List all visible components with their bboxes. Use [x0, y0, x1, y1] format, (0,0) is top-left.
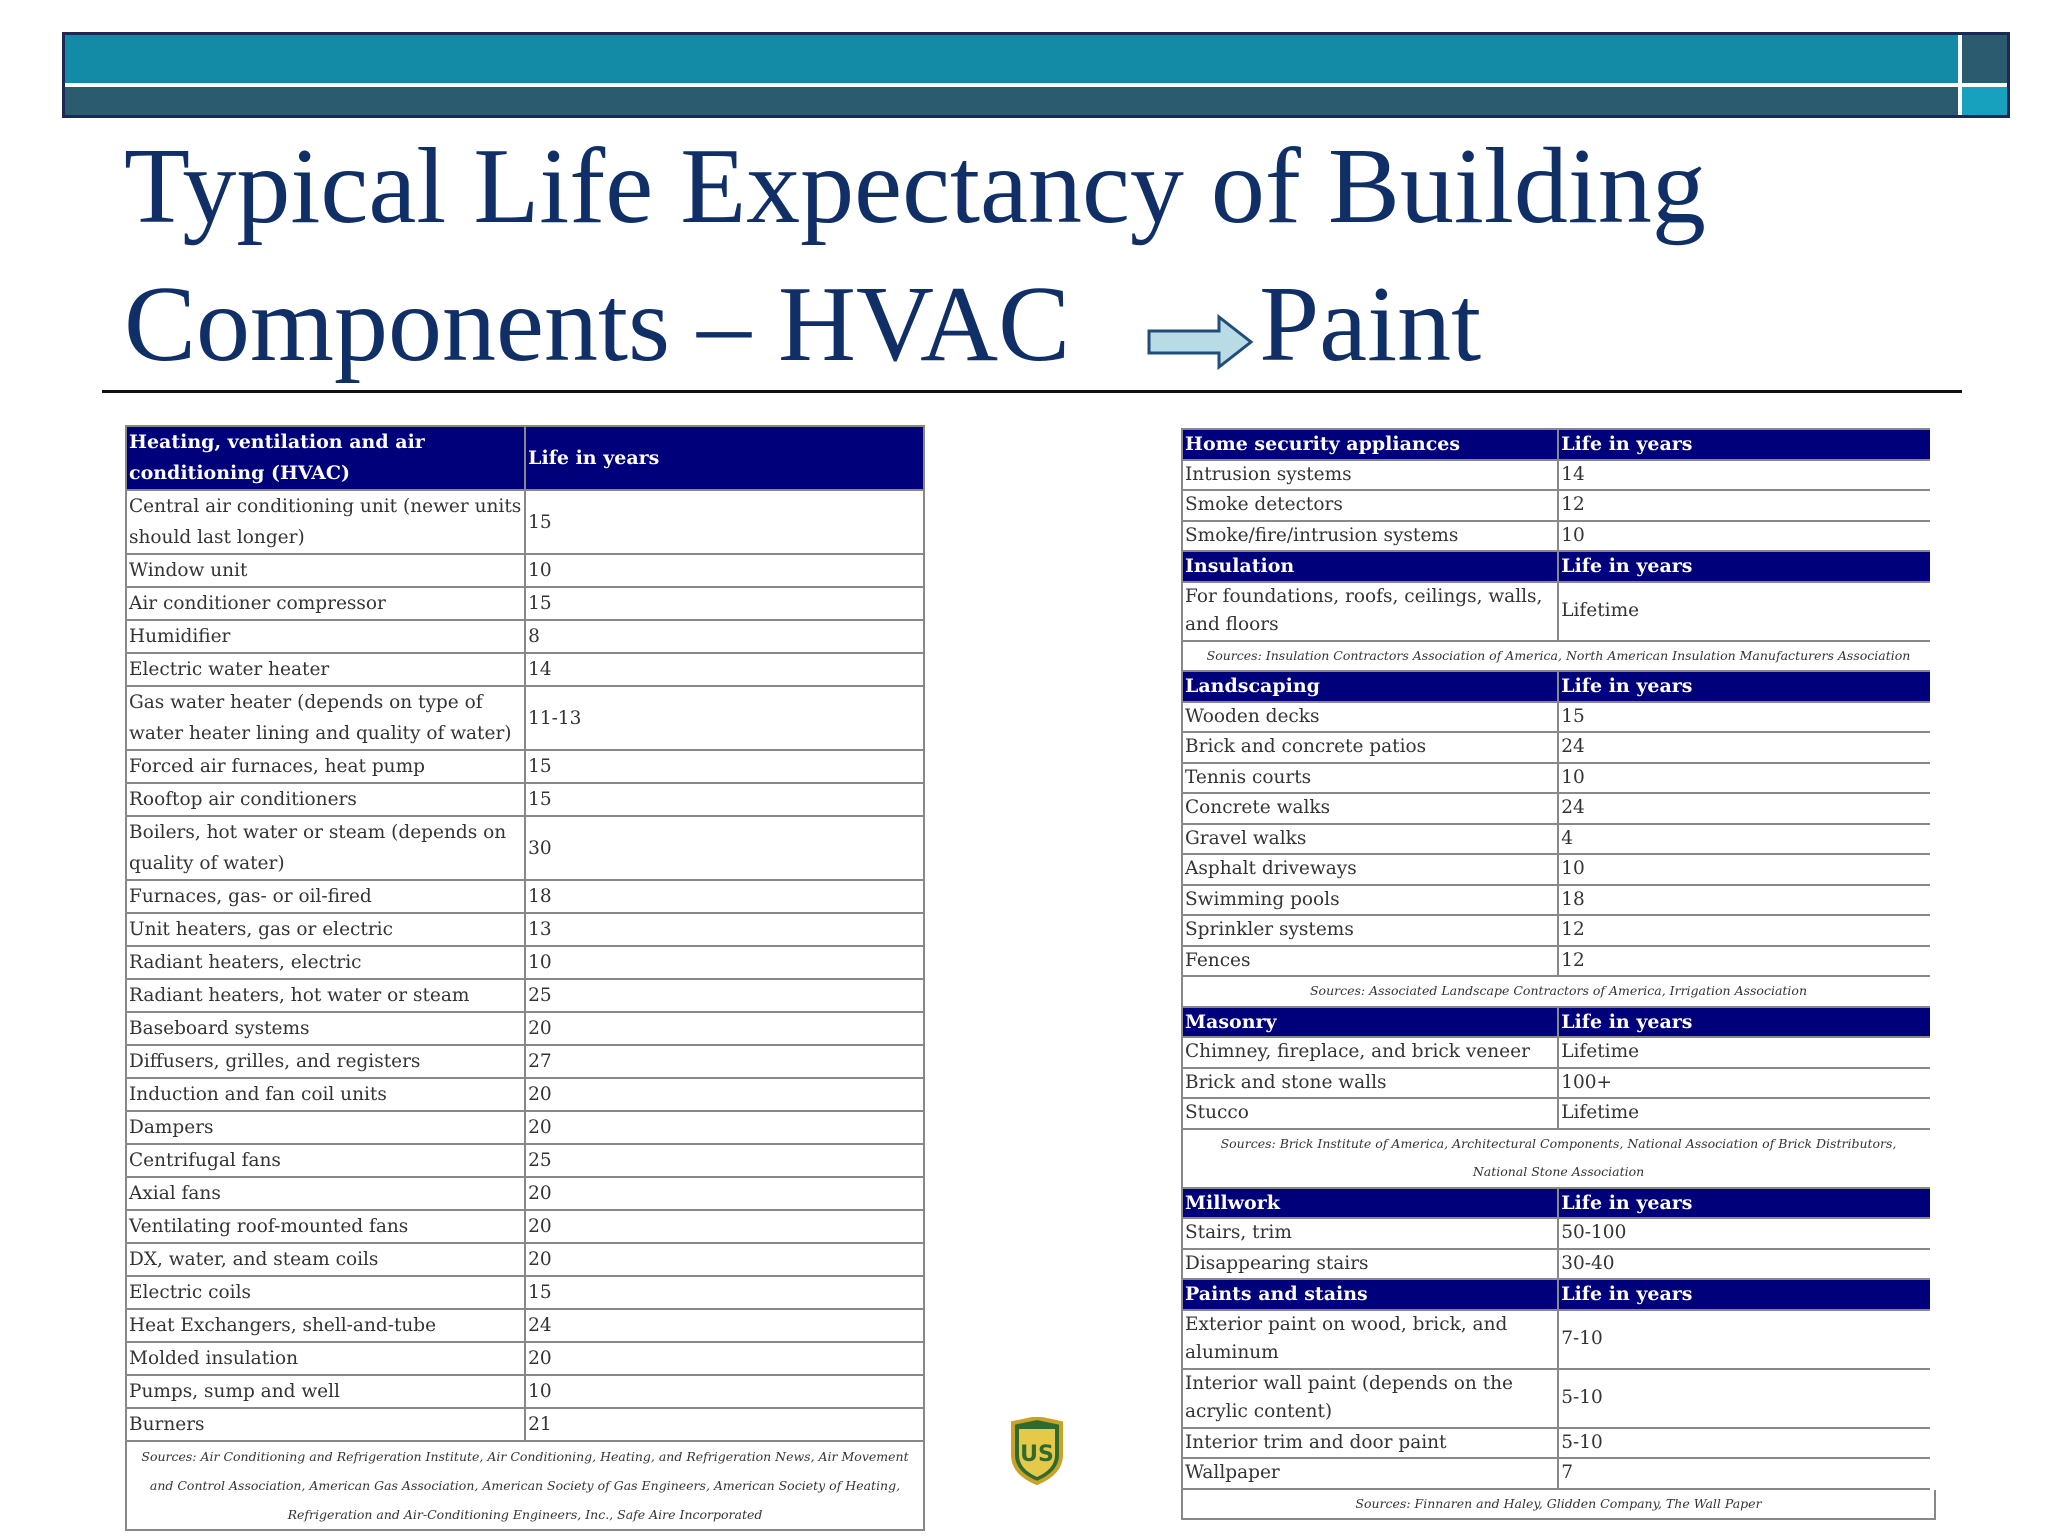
source-row	[1182, 976, 1935, 1007]
life-years-cell: 15	[525, 490, 924, 554]
hvac-table	[125, 425, 925, 1531]
component-cell: Disappearing stairs	[1182, 1249, 1558, 1280]
top-bar-corner-teal	[1962, 87, 2007, 115]
component-cell: DX, water, and steam coils	[126, 1243, 525, 1276]
component-cell: Stucco	[1182, 1098, 1558, 1129]
life-years-cell: 30	[525, 816, 924, 880]
life-years-cell: 100+	[1558, 1068, 1935, 1099]
table-row	[126, 979, 924, 1012]
life-years-cell: 15	[525, 750, 924, 783]
title-underline	[102, 390, 1962, 393]
component-cell: Gravel walks	[1182, 824, 1558, 855]
life-years-cell: 24	[525, 1309, 924, 1342]
table-row	[1182, 1458, 1935, 1489]
section-header-cell: Life in years	[1558, 429, 1935, 460]
table-row	[1182, 582, 1935, 641]
component-cell: Furnaces, gas- or oil-fired	[126, 880, 525, 913]
table-row	[1182, 1310, 1935, 1369]
life-years-cell: Lifetime	[1558, 1098, 1935, 1129]
component-cell: Window unit	[126, 554, 525, 587]
component-cell: Unit heaters, gas or electric	[126, 913, 525, 946]
life-years-cell: 15	[525, 587, 924, 620]
table-row	[126, 880, 924, 913]
table-row	[1182, 915, 1935, 946]
top-decorative-bar	[62, 32, 2010, 118]
life-years-cell: 10	[525, 554, 924, 587]
life-years-cell: 10	[525, 1375, 924, 1408]
section-header-row	[1182, 551, 1935, 582]
table-row	[1182, 1037, 1935, 1068]
table-row	[126, 816, 924, 880]
table-row	[126, 783, 924, 816]
component-cell: Air conditioner compressor	[126, 587, 525, 620]
life-years-cell: 24	[1558, 793, 1935, 824]
table-row	[1182, 854, 1935, 885]
life-years-cell: Lifetime	[1558, 1037, 1935, 1068]
table-row	[126, 490, 924, 554]
component-cell: Ventilating roof-mounted fans	[126, 1210, 525, 1243]
top-bar-teal	[65, 35, 1958, 83]
table-row	[126, 913, 924, 946]
source-note: Sources: Brick Institute of America, Architectural Components, National Association of Brick Distributors, National Stone Association	[1182, 1129, 1935, 1188]
section-header-cell: Landscaping	[1182, 671, 1558, 702]
table-row	[1182, 946, 1935, 977]
life-years-cell: 20	[525, 1342, 924, 1375]
table-row	[1182, 732, 1935, 763]
section-header-cell: Life in years	[1558, 1007, 1935, 1038]
component-cell: Central air conditioning unit (newer units should last longer)	[126, 490, 525, 554]
component-cell: Intrusion systems	[1182, 460, 1558, 491]
component-cell: Molded insulation	[126, 1342, 525, 1375]
table-header-row	[126, 426, 924, 490]
section-header-cell: Life in years	[1558, 1279, 1935, 1310]
table-row	[1182, 490, 1935, 521]
section-header-cell: Insulation	[1182, 551, 1558, 582]
table-row	[126, 653, 924, 686]
table-row	[126, 620, 924, 653]
source-row	[1182, 641, 1935, 672]
table-row	[126, 587, 924, 620]
source-note: Sources: Air Conditioning and Refrigeration Institute, Air Conditioning, Heating, and Refrigeration News, Air Movement and Control Association, American Gas Association, American Society of Gas Engineers, American Society of Heating, Refrigeration and Air-Conditioning Engineers, Inc., Safe Aire Incorporated	[126, 1441, 924, 1530]
title-line-2-end: Paint	[1259, 265, 1482, 384]
section-header-cell: Masonry	[1182, 1007, 1558, 1038]
life-years-cell: 12	[1558, 490, 1935, 521]
life-years-cell: 20	[525, 1078, 924, 1111]
life-years-cell: 27	[525, 1045, 924, 1078]
table-row	[126, 946, 924, 979]
life-years-cell: 15	[525, 783, 924, 816]
component-cell: Wallpaper	[1182, 1458, 1558, 1489]
component-cell: Smoke/fire/intrusion systems	[1182, 521, 1558, 552]
life-years-cell: 50-100	[1558, 1218, 1935, 1249]
table-row	[1182, 763, 1935, 794]
section-header-row	[1182, 1279, 1935, 1310]
life-years-cell: 20	[525, 1111, 924, 1144]
life-years-cell: 10	[525, 946, 924, 979]
component-cell: Interior trim and door paint	[1182, 1428, 1558, 1459]
top-bar-dark	[65, 87, 1958, 115]
section-header-row	[1182, 1007, 1935, 1038]
component-cell: Dampers	[126, 1111, 525, 1144]
component-cell: Asphalt driveways	[1182, 854, 1558, 885]
other-components-table	[1181, 428, 1936, 1520]
life-years-cell: 14	[525, 653, 924, 686]
table-row	[1182, 702, 1935, 733]
life-years-cell: 12	[1558, 946, 1935, 977]
table-row	[1182, 460, 1935, 491]
forest-service-shield-icon	[1007, 1417, 1067, 1485]
component-cell: Forced air furnaces, heat pump	[126, 750, 525, 783]
life-years-cell: 30-40	[1558, 1249, 1935, 1280]
table-row	[126, 1243, 924, 1276]
section-header-cell: Paints and stains	[1182, 1279, 1558, 1310]
life-years-cell: 15	[525, 1276, 924, 1309]
title-line-2-start: Components – HVAC	[124, 265, 1071, 384]
table-row	[126, 554, 924, 587]
source-note: Sources: Finnaren and Haley, Glidden Company, The Wall Paper	[1182, 1489, 1935, 1520]
component-cell: Exterior paint on wood, brick, and aluminum	[1182, 1310, 1558, 1369]
section-header-row	[1182, 671, 1935, 702]
component-cell: For foundations, roofs, ceilings, walls, and floors	[1182, 582, 1558, 641]
table-row	[1182, 1218, 1935, 1249]
life-years-cell: 5-10	[1558, 1369, 1935, 1428]
table-row	[126, 1177, 924, 1210]
life-years-cell: 11-13	[525, 686, 924, 750]
header-cell: Life in years	[525, 426, 924, 490]
component-cell: Axial fans	[126, 1177, 525, 1210]
component-cell: Rooftop air conditioners	[126, 783, 525, 816]
component-cell: Radiant heaters, electric	[126, 946, 525, 979]
table-row	[126, 686, 924, 750]
life-years-cell: 24	[1558, 732, 1935, 763]
life-years-cell: 15	[1558, 702, 1935, 733]
component-cell: Electric water heater	[126, 653, 525, 686]
component-cell: Pumps, sump and well	[126, 1375, 525, 1408]
life-years-cell: 14	[1558, 460, 1935, 491]
life-years-cell: 10	[1558, 763, 1935, 794]
component-cell: Interior wall paint (depends on the acrylic content)	[1182, 1369, 1558, 1428]
component-cell: Wooden decks	[1182, 702, 1558, 733]
table-row	[126, 750, 924, 783]
life-years-cell: 20	[525, 1177, 924, 1210]
section-header-cell: Life in years	[1558, 551, 1935, 582]
table-row	[126, 1111, 924, 1144]
component-cell: Centrifugal fans	[126, 1144, 525, 1177]
component-cell: Burners	[126, 1408, 525, 1441]
life-years-cell: 10	[1558, 854, 1935, 885]
life-years-cell: 5-10	[1558, 1428, 1935, 1459]
table-row	[1182, 885, 1935, 916]
component-cell: Radiant heaters, hot water or steam	[126, 979, 525, 1012]
table-row	[126, 1276, 924, 1309]
table-row	[1182, 521, 1935, 552]
life-years-cell: 10	[1558, 521, 1935, 552]
component-cell: Heat Exchangers, shell-and-tube	[126, 1309, 525, 1342]
life-years-cell: Lifetime	[1558, 582, 1935, 641]
table-row	[1182, 1098, 1935, 1129]
slide-title	[124, 118, 1984, 404]
right-edge-mask	[1930, 420, 1938, 1490]
table-row	[1182, 824, 1935, 855]
title-line-1: Typical Life Expectancy of Building	[124, 127, 1706, 246]
component-cell: Electric coils	[126, 1276, 525, 1309]
component-cell: Humidifier	[126, 620, 525, 653]
component-cell: Stairs, trim	[1182, 1218, 1558, 1249]
source-row	[126, 1441, 924, 1530]
source-note: Sources: Associated Landscape Contractors of America, Irrigation Association	[1182, 976, 1935, 1007]
life-years-cell: 21	[525, 1408, 924, 1441]
life-years-cell: 8	[525, 620, 924, 653]
life-years-cell: 18	[1558, 885, 1935, 916]
component-cell: Boilers, hot water or steam (depends on quality of water)	[126, 816, 525, 880]
table-row	[1182, 1428, 1935, 1459]
component-cell: Gas water heater (depends on type of water heater lining and quality of water)	[126, 686, 525, 750]
table-row	[126, 1375, 924, 1408]
component-cell: Swimming pools	[1182, 885, 1558, 916]
table-row	[126, 1045, 924, 1078]
header-cell: Heating, ventilation and air conditioning (HVAC)	[126, 426, 525, 490]
table-row	[126, 1078, 924, 1111]
section-header-row	[1182, 429, 1935, 460]
table-row	[126, 1012, 924, 1045]
component-cell: Chimney, fireplace, and brick veneer	[1182, 1037, 1558, 1068]
source-row	[1182, 1129, 1935, 1188]
table-row	[1182, 1369, 1935, 1428]
table-row	[1182, 793, 1935, 824]
component-cell: Tennis courts	[1182, 763, 1558, 794]
top-bar-corner-dark	[1962, 35, 2007, 83]
component-cell: Sprinkler systems	[1182, 915, 1558, 946]
life-years-cell: 18	[525, 880, 924, 913]
component-cell: Brick and stone walls	[1182, 1068, 1558, 1099]
component-cell: Diffusers, grilles, and registers	[126, 1045, 525, 1078]
life-years-cell: 13	[525, 913, 924, 946]
life-years-cell: 4	[1558, 824, 1935, 855]
component-cell: Induction and fan coil units	[126, 1078, 525, 1111]
table-row	[126, 1342, 924, 1375]
life-years-cell: 7-10	[1558, 1310, 1935, 1369]
section-header-cell: Life in years	[1558, 671, 1935, 702]
table-row	[1182, 1068, 1935, 1099]
component-cell: Fences	[1182, 946, 1558, 977]
life-years-cell: 20	[525, 1243, 924, 1276]
life-years-cell: 12	[1558, 915, 1935, 946]
life-years-cell: 25	[525, 979, 924, 1012]
source-note: Sources: Insulation Contractors Association of America, North American Insulation Manufacturers Association	[1182, 641, 1935, 672]
section-header-cell: Millwork	[1182, 1188, 1558, 1219]
logo-text: US	[1020, 1442, 1054, 1467]
section-header-cell: Home security appliances	[1182, 429, 1558, 460]
life-years-cell: 20	[525, 1012, 924, 1045]
table-row	[126, 1309, 924, 1342]
life-years-cell: 25	[525, 1144, 924, 1177]
table-row	[126, 1408, 924, 1441]
life-years-cell: 7	[1558, 1458, 1935, 1489]
component-cell: Smoke detectors	[1182, 490, 1558, 521]
life-years-cell: 20	[525, 1210, 924, 1243]
component-cell: Concrete walks	[1182, 793, 1558, 824]
table-row	[126, 1144, 924, 1177]
source-row	[1182, 1489, 1935, 1520]
component-cell: Brick and concrete patios	[1182, 732, 1558, 763]
section-header-row	[1182, 1188, 1935, 1219]
right-arrow-icon	[1147, 266, 1255, 404]
table-row	[126, 1210, 924, 1243]
table-row	[1182, 1249, 1935, 1280]
component-cell: Baseboard systems	[126, 1012, 525, 1045]
section-header-cell: Life in years	[1558, 1188, 1935, 1219]
